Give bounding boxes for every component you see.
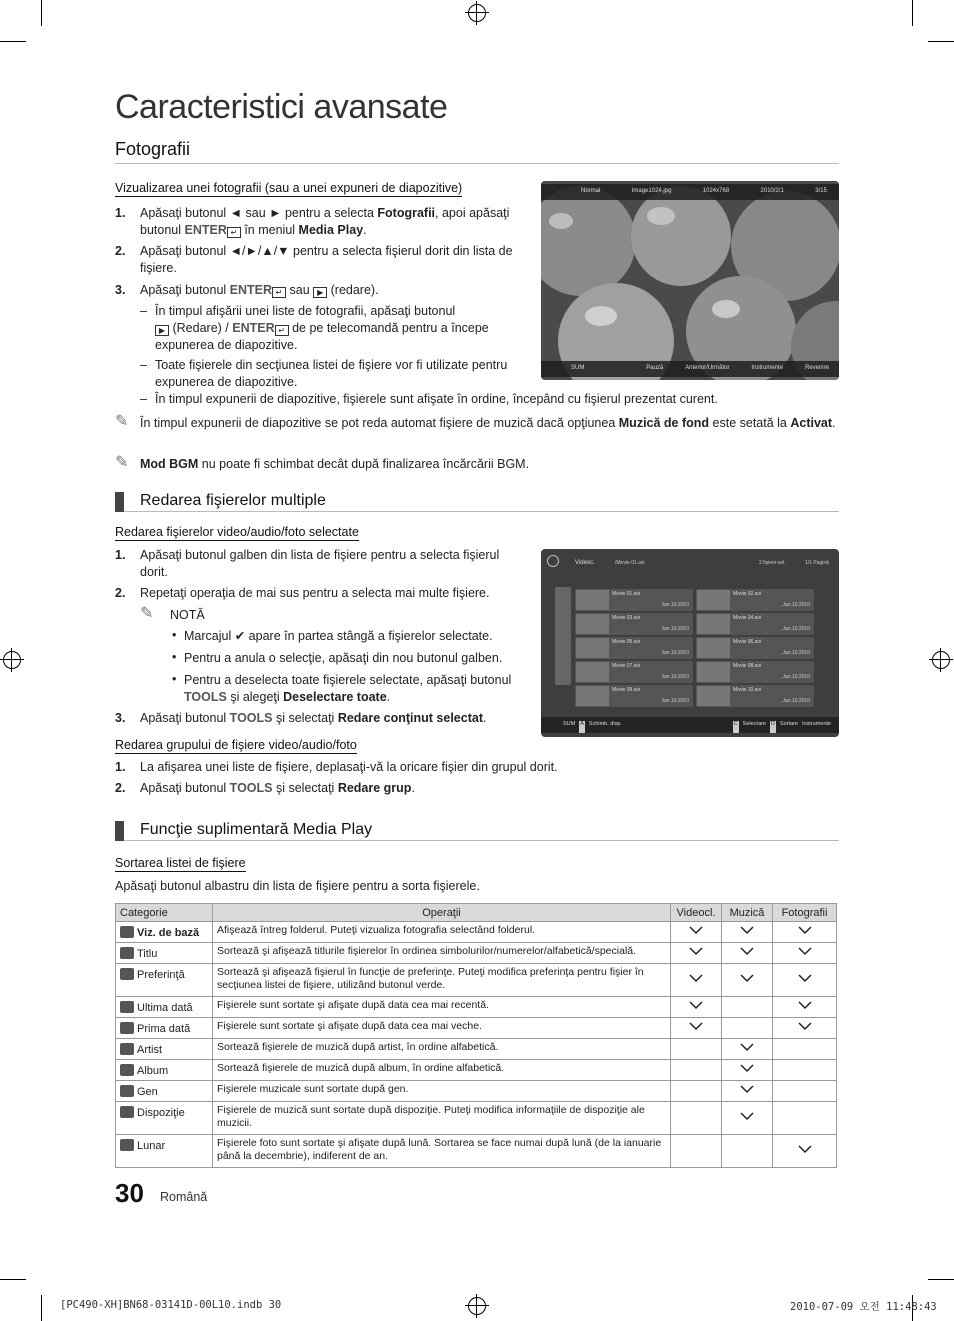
group-step-2: Apăsaţi butonul TOOLS şi selectaţi Redare grup. [140, 781, 415, 795]
crop-mark [928, 1279, 954, 1280]
category-cell: Preferinţă [116, 964, 213, 997]
videos-cell [671, 997, 722, 1018]
check-icon [740, 1085, 754, 1094]
dash-3: În timpul expunerii de diapozitive, fişierele sunt afişate în ordine, începând cu fişierul prezentat curent. [155, 392, 718, 406]
table-row [116, 964, 837, 997]
bullet-3: Pentru a deselecta toate fişierele selectate, apăsaţi butonul TOOLS şi alegeţi Deselectare toate. [184, 673, 512, 704]
videos-cell [671, 943, 722, 964]
category-cell: Artist [116, 1039, 213, 1060]
video-file-item: Movie 01.avi Jan.10.2010 [575, 589, 693, 611]
photos-cell [773, 997, 837, 1018]
slideshow-heading: Vizualizarea unei fotografii (sau a unei expuneri de diapozitive) [115, 181, 463, 195]
photos-cell [773, 1060, 837, 1081]
video-thumbnail [576, 662, 609, 682]
note-icon: ✎ [115, 413, 129, 430]
check-icon [798, 974, 812, 983]
videos-cell [671, 1102, 722, 1135]
category-icon [120, 1106, 134, 1118]
sort-heading: Sortarea listei de fişiere [115, 856, 246, 870]
section-title: Fotografii [115, 139, 191, 159]
video-thumbnail [697, 638, 730, 658]
category-icon [120, 926, 134, 938]
photo-info-bar: Normal Image1024.jpg 1024x768 2010/2/1 3/15 [541, 184, 839, 200]
photos-cell [773, 1039, 837, 1060]
photo-control-bar: SUM Pauză Anterior/Următor Instrumente Revenire [541, 361, 839, 377]
operations-cell: Sortează şi afişează titlurile fişierelor în ordinea simbolurilor/numerelor/alfabetică/specială. [213, 943, 671, 964]
table-row [116, 1039, 837, 1060]
operations-cell: Fişierele sunt sortate şi afişate după data cea mai veche. [213, 1018, 671, 1039]
photos-cell [773, 1018, 837, 1039]
videos-cell [671, 1039, 722, 1060]
photos-cell [773, 922, 837, 943]
check-icon [798, 1001, 812, 1010]
table-row [116, 1081, 837, 1102]
check-icon [689, 1022, 703, 1031]
sort-intro: Apăsaţi butonul albastru din lista de fişiere pentru a sorta fişierele. [115, 879, 480, 893]
note-1: În timpul expunerii de diapozitive se pot reda automat fişiere de muzică dacă opţiunea Muzică de fond este setată la Activat. [140, 416, 836, 430]
crop-mark [41, 0, 42, 26]
registration-mark-icon [468, 4, 486, 22]
category-icon [120, 1022, 134, 1034]
page-number: 30 [115, 1178, 144, 1208]
table-row [116, 1135, 837, 1168]
category-cell: Gen [116, 1081, 213, 1102]
video-file-item: Movie 05.avi Jan.10.2010 [575, 637, 693, 659]
col-header: Videocl. [671, 904, 722, 922]
note-2: Mod BGM nu poate fi schimbat decât după finalizarea încărcării BGM. [140, 457, 530, 471]
check-icon [689, 1001, 703, 1010]
video-file-item: Movie 07.avi Jan.10.2010 [575, 661, 693, 683]
crop-mark [912, 0, 913, 26]
videos-cell [671, 1018, 722, 1039]
crop-mark [41, 1295, 42, 1321]
music-cell [722, 943, 773, 964]
operations-cell: Fişierele de muzică sunt sortate după dispoziţie. Puteţi modifica informaţiile de dispoziţie ale muzicii. [213, 1102, 671, 1135]
music-cell [722, 964, 773, 997]
table-row [116, 1102, 837, 1135]
videos-cell [671, 1060, 722, 1081]
apples-photo [541, 181, 839, 380]
language-label: Română [160, 1190, 208, 1204]
music-cell [722, 1060, 773, 1081]
check-icon [740, 1043, 754, 1052]
bullet-1: Marcajul ✔ apare în partea stângă a fişierelor selectate. [184, 629, 493, 643]
music-cell [722, 1135, 773, 1168]
video-thumbnail [576, 638, 609, 658]
category-icon [120, 1064, 134, 1076]
check-icon [798, 1022, 812, 1031]
sort-sidebar [555, 587, 571, 685]
table-row [116, 922, 837, 943]
video-thumbnail [697, 662, 730, 682]
category-icon [120, 1085, 134, 1097]
multi-step-2: Repetaţi operaţia de mai sus pentru a selecta mai multe fişiere. [140, 586, 490, 600]
category-cell: Dispoziţie [116, 1102, 213, 1135]
photos-cell [773, 964, 837, 997]
crop-mark [0, 1279, 26, 1280]
check-icon [740, 926, 754, 935]
category-cell: Prima dată [116, 1018, 213, 1039]
category-cell: Ultima dată [116, 997, 213, 1018]
table-row [116, 997, 837, 1018]
music-cell [722, 997, 773, 1018]
section-header: Funcţie suplimentară Media Play [115, 821, 839, 841]
operations-cell: Fişierele muzicale sunt sortate după gen. [213, 1081, 671, 1102]
section-header: Redarea fişierelor multiple [115, 492, 839, 512]
multi-step-3: Apăsaţi butonul TOOLS şi selectaţi Redare conţinut selectat. [140, 711, 487, 725]
dash-2: Toate fişierele din secţiunea listei de fişiere vor fi utilizate pentru expunerea de diapozitive. [155, 358, 508, 389]
video-file-item: Movie 10.avi Jan.10.2010 [696, 685, 814, 707]
multi-heading-1: Redarea fişierelor video/audio/foto selectate [115, 525, 359, 539]
step-3: Apăsaţi butonul ENTER ↵ sau ▶ (redare). [140, 283, 379, 297]
section-rule [115, 163, 839, 164]
check-icon [798, 926, 812, 935]
videos-cell [671, 964, 722, 997]
multi-step-1: Apăsaţi butonul galben din lista de fişiere pentru a selecta fişierul dorit. [140, 548, 500, 579]
check-icon [798, 947, 812, 956]
music-cell [722, 1081, 773, 1102]
check-icon [740, 1064, 754, 1073]
table-row [116, 943, 837, 964]
category-cell: Titlu [116, 943, 213, 964]
category-cell: Lunar [116, 1135, 213, 1168]
music-cell [722, 1039, 773, 1060]
file-info: [PC490-XH]BN68-03141D-00L10.indb 30 [60, 1299, 282, 1311]
note-label: NOTĂ [170, 608, 205, 622]
videos-icon [547, 555, 559, 567]
step-1: Apăsaţi butonul ◄ sau ► pentru a selecta Fotografii, apoi apăsaţi butonul ENTER ↵ în meniul Media Play. [140, 206, 510, 237]
checkmark-icon: ✔ [234, 629, 246, 643]
check-icon [689, 926, 703, 935]
col-header: Muzică [722, 904, 773, 922]
photos-cell [773, 943, 837, 964]
col-header: Fotografii [773, 904, 837, 922]
video-thumbnail [576, 686, 609, 706]
print-timestamp: 2010-07-09 오전 11:48:43 [790, 1301, 937, 1313]
music-cell [722, 1018, 773, 1039]
registration-mark-icon [3, 651, 21, 669]
videos-cell [671, 922, 722, 943]
registration-mark-icon [932, 651, 950, 669]
check-icon [740, 974, 754, 983]
category-cell: Album [116, 1060, 213, 1081]
category-icon [120, 947, 134, 959]
music-cell [722, 1102, 773, 1135]
category-icon [120, 1043, 134, 1055]
dash-1: În timpul afişării unei liste de fotografii, apăsaţi butonul ▶ (Redare) / ENTER ↵ de pe telecomandă pentru a începe expunerea de diapozitive. [155, 304, 489, 352]
video-file-item: Movie 02.avi Jan.10.2010 [696, 589, 814, 611]
operations-cell: Sortează fişierele de muzică după album, în ordine alfabetică. [213, 1060, 671, 1081]
note-icon: ✎ [115, 454, 129, 471]
video-control-bar: SUM A Schimb. disp. C Selectare D Sortare Instrumente [541, 717, 839, 733]
category-cell: Viz. de bază [116, 922, 213, 943]
video-file-item: Movie 03.avi Jan.10.2010 [575, 613, 693, 635]
category-icon [120, 1001, 134, 1013]
video-file-item: Movie 06.avi Jan.10.2010 [696, 637, 814, 659]
category-icon [120, 1139, 134, 1151]
operations-cell: Fişierele sunt sortate şi afişate după data cea mai recentă. [213, 997, 671, 1018]
check-icon [689, 947, 703, 956]
crop-mark [928, 41, 954, 42]
check-icon [689, 974, 703, 983]
operations-cell: Sortează şi afişează fişierul în funcţie de preferinţe. Puteţi modifica preferinţa pentru fişier în secţiunea listei de fişiere, utilizând butonul verde. [213, 964, 671, 997]
videos-cell [671, 1081, 722, 1102]
check-icon [740, 947, 754, 956]
operations-cell: Fişierele foto sunt sortate şi afişate după lună. Sortarea se face numai după lună (de la ianuarie până la decembrie), indiferent de an. [213, 1135, 671, 1168]
photos-cell [773, 1135, 837, 1168]
category-icon [120, 968, 134, 980]
table-row [116, 1018, 837, 1039]
multi-heading-2: Redarea grupului de fişiere video/audio/foto [115, 738, 357, 752]
crop-mark [0, 41, 26, 42]
check-icon [740, 1112, 754, 1121]
photo-screenshot [541, 181, 839, 380]
bullet-2: Pentru a anula o selecţie, apăsaţi din nou butonul galben. [184, 651, 503, 665]
video-list-screenshot: Videoc. /Movie 01.avi 2 fişiere sel. 1/1 Pagină Movie 01.avi Jan.10.2010 Movie 02.avi Jan.10.2010 Movie 03.avi Jan.10.2010 Movie 04.avi Jan.10.2010 Movie 05.avi Jan.10.2010 Movie 06.avi Jan.10.2010 Movie 07.avi Jan.10.2010 Movie 08.avi Jan.10.2010 Movie 09.avi Jan.10.2010 Movie 10.avi Jan.10.2010 SUM A Schimb. disp. C Selectare D Sortare Instrumente [541, 549, 839, 737]
video-file-item: Movie 08.avi Jan.10.2010 [696, 661, 814, 683]
video-file-item: Movie 04.avi Jan.10.2010 [696, 613, 814, 635]
video-thumbnail [697, 590, 730, 610]
video-thumbnail [697, 614, 730, 634]
sort-table [115, 903, 837, 1168]
photos-cell [773, 1081, 837, 1102]
video-thumbnail [576, 614, 609, 634]
group-step-1: La afişarea unei liste de fişiere, deplasaţi-vă la oricare fişier din grupul dorit. [140, 760, 558, 774]
videos-cell [671, 1135, 722, 1168]
note-icon: ✎ [140, 605, 154, 622]
table-row [116, 1060, 837, 1081]
col-header: Categorie [116, 904, 213, 922]
check-icon [798, 1145, 812, 1154]
col-header: Operaţii [213, 904, 671, 922]
photos-cell [773, 1102, 837, 1135]
step-2: Apăsaţi butonul ◄/►/▲/▼ pentru a selecta fişierul dorit din lista de fişiere. [140, 244, 513, 275]
video-thumbnail [697, 686, 730, 706]
operations-cell: Afişează întreg folderul. Puteţi vizualiza fotografia selectând folderul. [213, 922, 671, 943]
video-thumbnail [576, 590, 609, 610]
page-title: Caracteristici avansate [115, 88, 448, 126]
registration-mark-icon [468, 1297, 486, 1315]
operations-cell: Sortează fişierele de muzică după artist, în ordine alfabetică. [213, 1039, 671, 1060]
video-file-item: Movie 09.avi Jan.10.2010 [575, 685, 693, 707]
music-cell [722, 922, 773, 943]
video-file-grid [575, 589, 833, 713]
